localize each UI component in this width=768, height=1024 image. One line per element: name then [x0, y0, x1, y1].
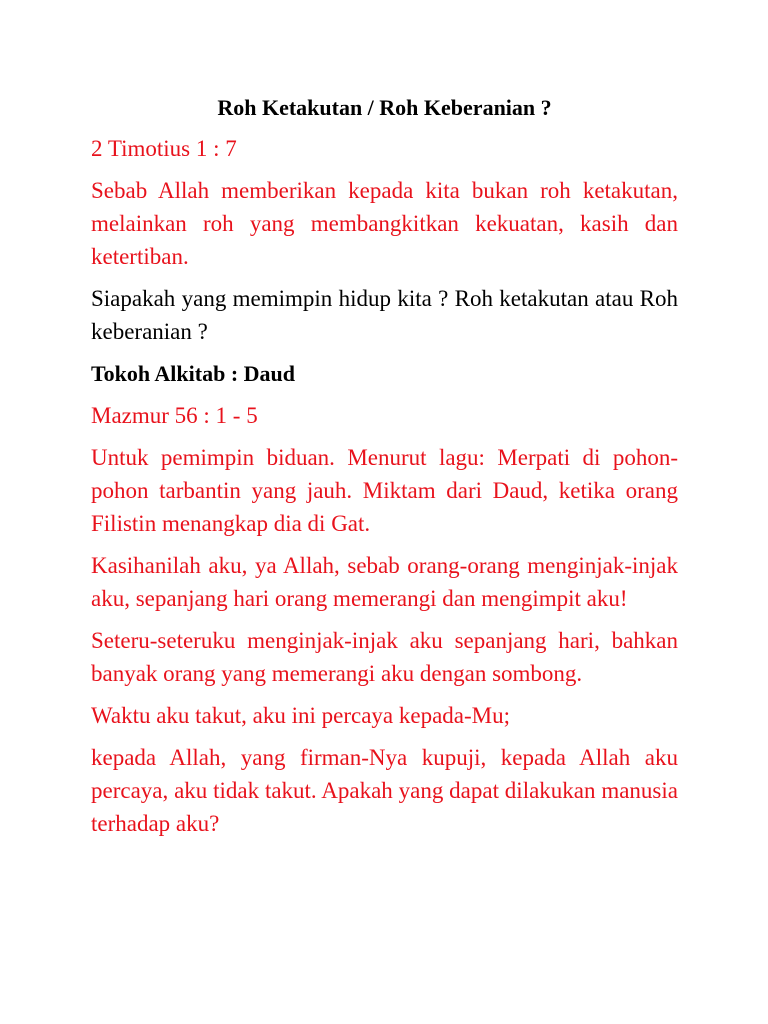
psalm-verse-3: Seteru-seteruku menginjak-injak aku sepanjang hari, bahkan banyak orang yang memerangi aku dengan sombong. [91, 628, 678, 686]
bible-figure-heading: Tokoh Alkitab : Daud [91, 361, 296, 386]
reflection-question: Siapakah yang memimpin hidup kita ? Roh ketakutan atau Roh keberanian ? [91, 286, 678, 344]
psalm-verse-4: Waktu aku takut, aku ini percaya kepada-Mu; [91, 703, 511, 728]
document-title: Roh Ketakutan / Roh Keberanian ? [217, 95, 552, 120]
psalm-verse-5: kepada Allah, yang firman-Nya kupuji, kepada Allah aku percaya, aku tidak takut. Apakah yang dapat dilakukan manusia terhadap aku? [91, 745, 678, 836]
scripture-reference-psalm: Mazmur 56 : 1 - 5 [91, 403, 258, 428]
document-page [91, 92, 678, 849]
scripture-reference-timothy: 2 Timotius 1 : 7 [91, 136, 237, 161]
psalm-verse-1: Untuk pemimpin biduan. Menurut lagu: Merpati di pohon-pohon tarbantin yang jauh. Miktam dari Daud, ketika orang Filistin menangkap dia di Gat. [91, 445, 678, 536]
psalm-verse-2: Kasihanilah aku, ya Allah, sebab orang-orang menginjak-injak aku, sepanjang hari orang memerangi dan mengimpit aku! [91, 553, 678, 611]
scripture-verse-timothy: Sebab Allah memberikan kepada kita bukan roh ketakutan, melainkan roh yang membangkitkan kekuatan, kasih dan ketertiban. [91, 178, 678, 269]
